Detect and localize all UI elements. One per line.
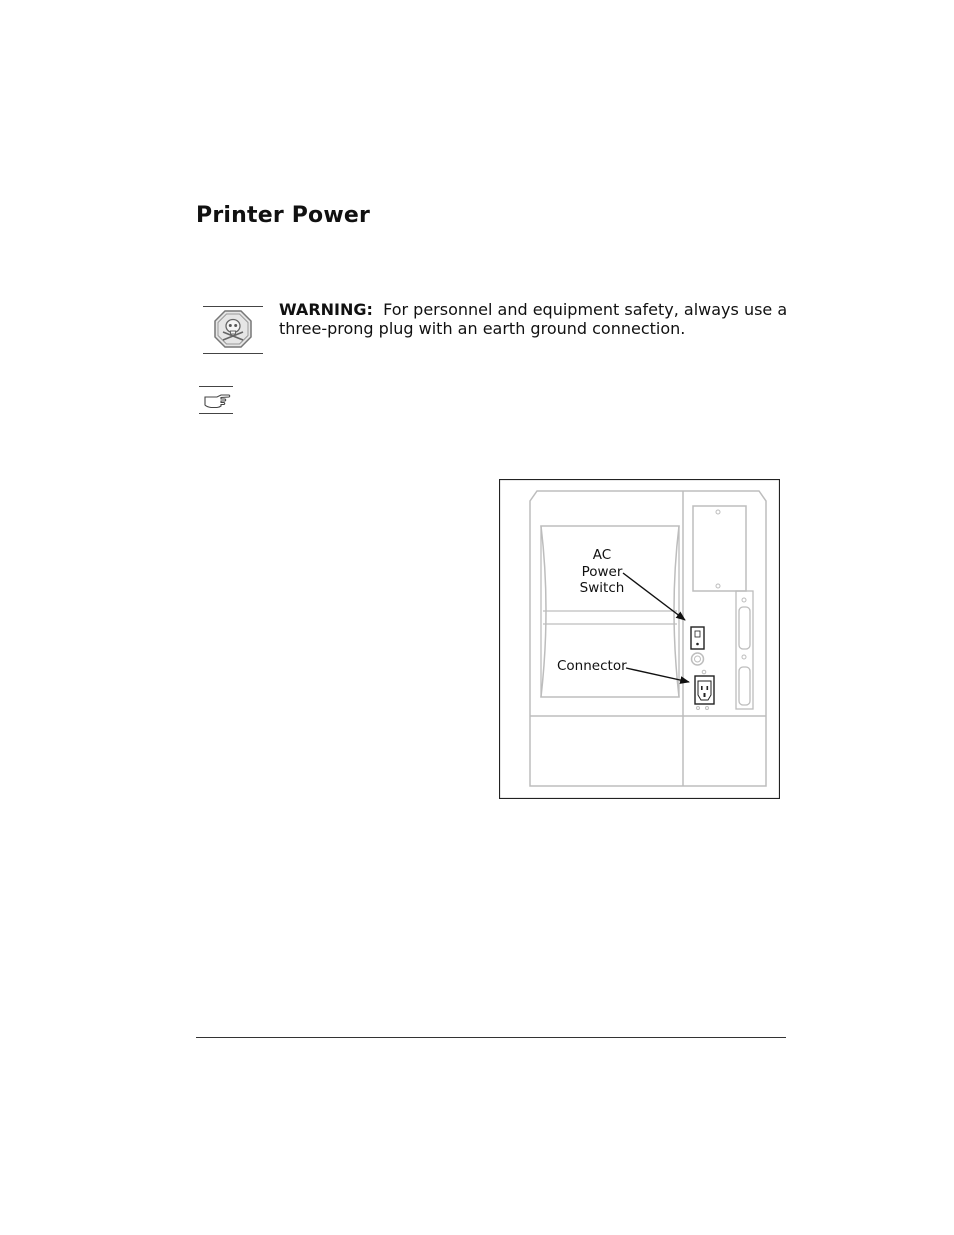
- warning-text: [279, 300, 789, 338]
- printer-rear-drawing: [499, 479, 780, 799]
- warning-message: For personnel and equipment safety, always use a three-prong plug with an earth ground connection.: [279, 300, 788, 338]
- footer-rule: [196, 1037, 786, 1038]
- skull-warning-icon: [203, 306, 263, 354]
- pointing-hand-icon: [199, 386, 233, 414]
- section-title: Printer Power: [196, 203, 371, 228]
- warning-label: WARNING:: [279, 300, 373, 319]
- connector-label: Connector: [557, 658, 627, 674]
- printer-rear-figure: [499, 479, 780, 799]
- ac-power-switch-label: AC Power Switch: [579, 547, 625, 596]
